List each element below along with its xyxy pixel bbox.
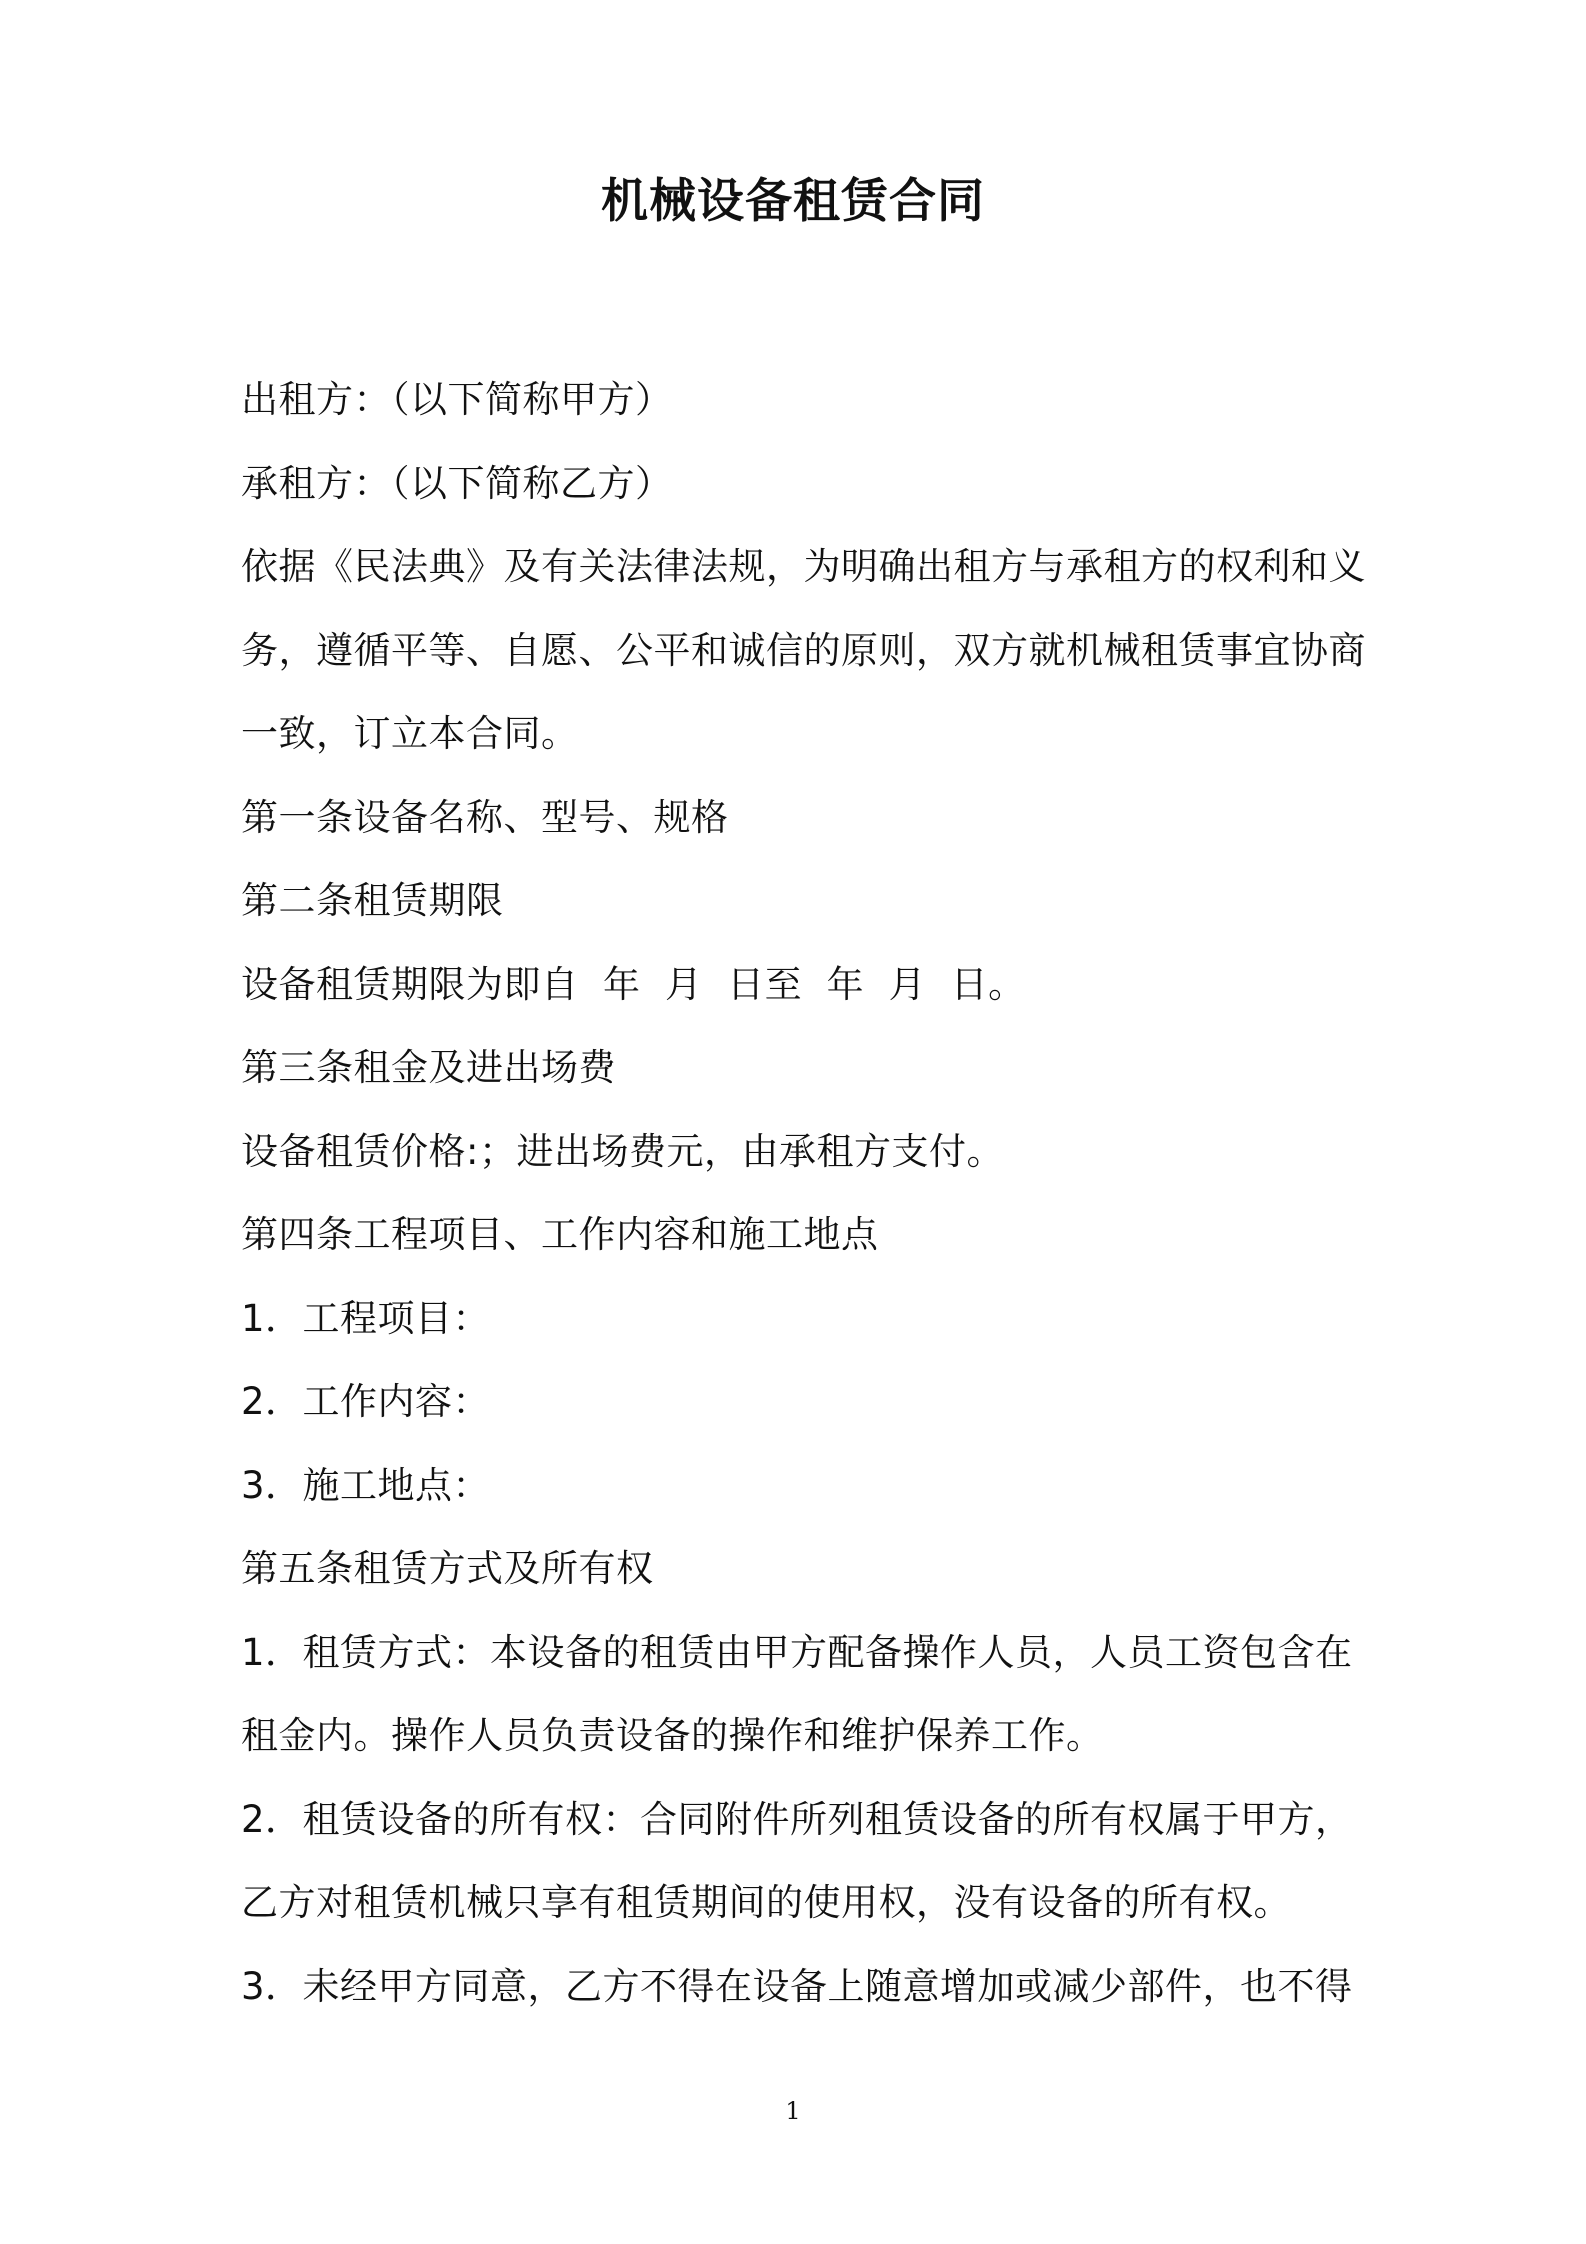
page-number: 1	[785, 2097, 801, 2125]
text-line-preamble-2: 务，遵循平等、自愿、公平和诚信的原则，双方就机械租赁事宜协商	[241, 628, 1366, 672]
construction-site-line: 3．施工地点：	[241, 1463, 491, 1507]
ownership-line-1: 2．租赁设备的所有权：合同附件所列租赁设备的所有权属于甲方，	[241, 1797, 1353, 1841]
project-item-line: 1．工程项目：	[241, 1296, 491, 1340]
article-5-heading: 第五条租赁方式及所有权	[241, 1547, 654, 1590]
document-title: 机械设备租赁合同	[601, 174, 985, 229]
lease-term-text: 设备租赁期限为即自 年 月 日至 年 月 日。	[241, 962, 1026, 1006]
lease-method-line-1: 1．租赁方式：本设备的租赁由甲方配备操作人员，人员工资包含在	[241, 1630, 1353, 1674]
ownership-line-2: 乙方对租赁机械只享有租赁期间的使用权，没有设备的所有权。	[241, 1881, 1291, 1924]
text-line-lessor: 出租方：（以下简称甲方）	[241, 378, 673, 421]
modification-line: 3．未经甲方同意，乙方不得在设备上随意增加或减少部件，也不得	[241, 1964, 1353, 2008]
article-4-heading: 第四条工程项目、工作内容和施工地点	[241, 1213, 879, 1256]
contract-body	[241, 365, 1366, 2035]
lease-method-line-2: 租金内。操作人员负责设备的操作和维护保养工作。	[241, 1714, 1104, 1757]
article-3-heading: 第三条租金及进出场费	[241, 1046, 616, 1089]
article-1-heading: 第一条设备名称、型号、规格	[241, 795, 729, 839]
work-content-line: 2．工作内容：	[241, 1380, 491, 1423]
text-line-preamble-3: 一致，订立本合同。	[241, 712, 579, 755]
rent-price-text: 设备租赁价格:；进出场费元，由承租方支付。	[241, 1129, 1004, 1173]
text-line-preamble-1: 依据《民法典》及有关法律法规，为明确出租方与承租方的权利和义	[241, 545, 1366, 588]
article-2-heading: 第二条租赁期限	[241, 879, 504, 922]
text-line-lessee: 承租方：（以下简称乙方）	[241, 461, 673, 505]
